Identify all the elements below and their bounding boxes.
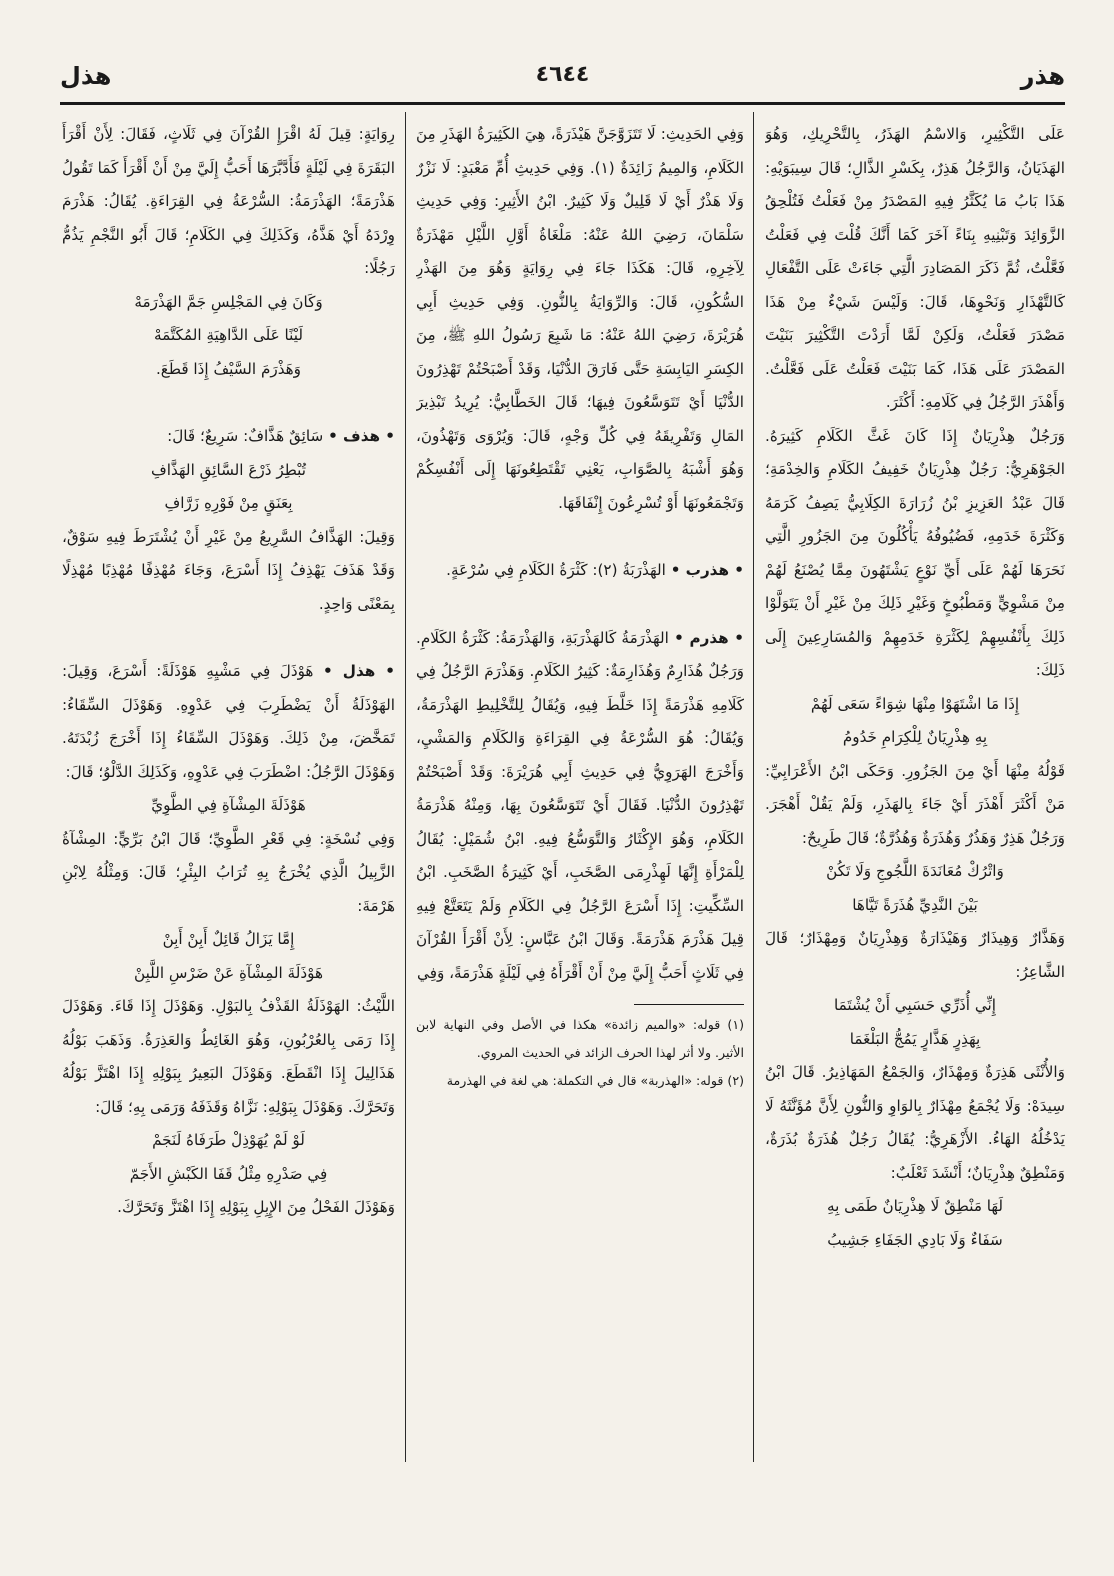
entry-text: هَوْذَلَ فِي مَشْيِهِ هَوْذَلَةً: أَسْرَعَ، وَقِيلَ: الهَوْذَلَةُ أَنْ يَضْطَرِبَ فِي عَدْوِهِ. وَهَوْذَلَ السِّقَاءُ: تَمَخَّضَ، مِنْ ذَلِكَ. وَهَوْذَلَ السِّقَاءُ إِذَا أَخْرَجَ زُبْدَتَهُ. وَهَوْذَلَ الرَّجُلُ: اضْطَرَبَ فِي عَدْوِهِ، وَكَذَلِكَ الدَّلْوُ؛ قَالَ: bbox=[62, 662, 395, 781]
entry-hadhal bbox=[62, 655, 395, 789]
column-middle bbox=[416, 118, 744, 1558]
entry-gap bbox=[62, 621, 395, 655]
entry-headword: • هذل • bbox=[323, 662, 395, 680]
entry-gap bbox=[62, 386, 395, 420]
verse-line: إِنِّي أُذَرِّي حَسَبِي أَنْ يُشْتَمَا bbox=[834, 996, 996, 1014]
entry-gap bbox=[416, 588, 744, 622]
verse-line: لَيْنًا عَلَى الدَّاهِيَةِ المُكَتَّمَهْ bbox=[154, 326, 303, 344]
verse-line: إِمَّا يَزَالُ قَائِلٌ أَبِنْ أَبِنْ bbox=[162, 930, 295, 948]
footnote-rule bbox=[634, 1004, 744, 1005]
verse-line: إِذَا مَا اشْتَهَوْا مِنْهَا شِوَاءً سَعَى لَهُمْ bbox=[810, 694, 1020, 713]
page-header bbox=[60, 62, 1065, 102]
column-left bbox=[62, 118, 395, 1458]
paragraph: عَلَى التَّكْثِيرِ، وَالاسْمُ الهَذَرُ، بِالتَّحْرِيكِ، وَهُوَ الهَذَيَانُ، وَالرَّجُلُ هَذِرٌ، بِكَسْرِ الذَّالِ؛ قَالَ سِيبَوَيْهِ: هَذَا بَابُ مَا يُكَثَّرُ فِيهِ المَصْدَرُ مِنْ فَعَلْتُ فَتُلْحِقُ الزَّوَائِدَ وَتَبْنِيهِ بِنَاءً آخَرَ كَمَا أَنَّكَ قُلْتَ فِي فَعَلْتُ فَعَّلْتُ، ثُمَّ ذَكَرَ المَصَادِرَ الَّتِي جَاءَتْ عَلَى التَّفْعَالِ كَالتَّهْذَارِ وَنَحْوِهَا، قَالَ: وَلَيْسَ شَيْءٌ مِنْ هَذَا مَصْدَرَ فَعَلْتُ، وَلَكِنْ لَمَّا أَرَدْتَ التَّكْثِيرَ بَنَيْتَ المَصْدَرَ عَلَى هَذَا، كَمَا بَنَيْتَ فَعَلْتُ عَلَى فَعَّلْتُ. وَأَهْذَرَ الرَّجُلُ فِي كَلَامِهِ: أَكْثَرَ. bbox=[765, 125, 1065, 411]
entry-hadhaf bbox=[62, 420, 395, 454]
entry-hadhram bbox=[416, 622, 744, 991]
paragraph: وَرَجُلٌ هِذْرِيَانٌ إِذَا كَانَ غَثَّ الكَلَامِ كَثِيرَهُ. الجَوْهَرِيُّ: رَجُلٌ هِذْرِيَانٌ خَفِيفُ الكَلَامِ وَالخِدْمَةِ؛ قَالَ عَبْدُ العَزِيزِ بْنُ زُرَارَةَ الكِلَابِيُّ يَصِفُ كَرَمَهُ وَكَثْرَةَ خَدَمِهِ، فَضُيُوفُهُ يَأْكُلُونَ مِنَ الجَزُورِ الَّتِي نَحَرَهَا لَهُمْ عَلَى أَيِّ نَوْعٍ يَشْتَهُونَ مِمَّا يُصْنَعُ لَهُمْ مِنْ مَشْوِيٍّ وَمَطْبُوخٍ وَغَيْرِ ذَلِكَ مِنْ غَيْرِ أَنْ يَتَوَلَّوْا ذَلِكَ بِأَنْفُسِهِمْ لِكَثْرَةِ خَدَمِهِمْ وَالمُسَارِعِينَ إِلَى ذَلِكَ: bbox=[765, 426, 1065, 679]
verse-line: لَوْ لَمْ يُهَوْذِلْ طَرَفَاهُ لَنَجَمْ bbox=[152, 1131, 305, 1149]
column-divider-right bbox=[753, 112, 754, 1462]
running-head-right: هذر bbox=[1020, 62, 1065, 90]
verse-line: بِهِ هِذْرِيَانٌ لِلْكِرَامِ خَدُومُ bbox=[842, 728, 988, 746]
paragraph: وَفِي نُسْخَةٍ: فِي قَعْرِ الطَّوِيِّ؛ قَالَ ابْنُ بَرِّيٍّ: المِشْآةُ الزَّبِيلُ الَّذِي يُخْرَجُ بِهِ تُرَابُ البِئْرِ؛ قَالَ: وَمِثْلُهُ لِابْنِ هَرْمَةَ: bbox=[62, 829, 395, 915]
verse-line: بِهَذِرٍ هَذَّارٍ يَمُجُّ البَلْغَمَا bbox=[849, 1029, 981, 1048]
verse-line: هَوْذَلَةَ المِشْآةِ فِي الطَّوِيِّ bbox=[151, 796, 306, 814]
verse-line: لَهَا مَنْطِقٌ لَا هِذْرِيَانٌ طَمَى بِهِ bbox=[826, 1197, 1004, 1215]
header-rule bbox=[60, 102, 1065, 105]
paragraph: وَهَوْذَلَ الفَحْلُ مِنَ الإِبِلِ بِبَوْلِهِ إِذَا اهْتَزَّ وَتَحَرَّكَ. bbox=[117, 1198, 395, 1216]
entry-hadhrab bbox=[416, 554, 744, 588]
column-right bbox=[765, 118, 1065, 1558]
column-divider-left bbox=[405, 112, 406, 1462]
entry-text: سَائِقٌ هَذَّافٌ: سَرِيعٌ؛ قَالَ: bbox=[167, 427, 324, 445]
paragraph: رِوَايَةٍ: قِيلَ لَهُ اقْرَإِ القُرْآنَ فِي ثَلَاثٍ، فَقَالَ: لِأَنْ أَقْرَأَ البَقَرَةَ فِي لَيْلَةٍ فَأَدَّبَّرَهَا أَحَبُّ إِلَيَّ مِنْ أَنْ أَقْرَأَ كَمَا تَقُولُ هَذْرَمَةً؛ الهَذْرَمَةُ: السُّرْعَةُ فِي القِرَاءَةِ. يُقَالُ: هَذْرَمَ وِرْدَهُ أَيْ هَذَّهُ، وَكَذَلِكَ فِي الكَلَامِ؛ قَالَ أَبُو النَّجْمِ يَذُمُّ رَجُلًا: bbox=[62, 125, 395, 277]
entry-headword: • هذف • bbox=[328, 427, 395, 445]
verse-line: وَاتْرُكْ مُعَانَدَةَ اللَّجُوجِ وَلَا تَكُنْ bbox=[826, 862, 1004, 880]
verse-line: تُبْطِرُ ذَرْعَ السَّائِقِ الهَذَّافِ bbox=[151, 460, 306, 479]
page-number: ٤٦٤٤ bbox=[535, 62, 590, 87]
verse-line: سَفَاءٌ وَلَا بَادِي الجَفَاءِ جَشِيبُ bbox=[827, 1230, 1003, 1249]
verse-line: وَكَانَ فِي المَجْلِسِ جَمَّ الهَذْرَمَهْ bbox=[134, 292, 323, 311]
verse-line: بَيْنَ النَّدِيِّ هُذَرَةً تَيَّاهَا bbox=[852, 895, 978, 914]
paragraph: اللَّيْثُ: الهَوْذَلَةُ القَذْفُ بِالبَوْلِ. وَهَوْذَلَ إِذَا قَاءَ. وَهَوْذَلَ إِذَا رَمَى بِالعُرْبُونِ، وَهُوَ الغَائِطُ وَالعَذِرَةُ. وَذَهَبَ بَوْلُهُ هَذَالِيلَ إِذَا انْقَطَعَ. وَهَوْذَلَ البَعِيرُ بِبَوْلِهِ إِذَا اهْتَزَّ بَوْلُهُ وَتَحَرَّكَ. وَهَوْذَلَ بِبَوْلِهِ: نَزَّاهُ وَقَذَفَهُ وَرَمَى بِهِ؛ قَالَ: bbox=[62, 997, 395, 1116]
paragraph: وَفِي الحَدِيثِ: لَا تَتَزَوَّجَنَّ هَيْذَرَةً، هِيَ الكَثِيرَةُ الهَذَرِ مِنَ الكَلَامِ، وَالمِيمُ زَائِدَةٌ (١). وَفِي حَدِيثِ أُمِّ مَعْبَدٍ: لَا نَزْرٌ وَلَا هَذْرٌ أَيْ لَا قَلِيلٌ وَلَا كَثِيرٌ. ابْنُ الأَثِيرِ: وَفِي حَدِيثِ سَلْمَانَ، رَضِيَ اللهُ عَنْهُ: مَلْغَاةُ أَوَّلِ اللَّيْلِ مَهْذَرَةٌ لِآخِرِهِ، قَالَ: هَكَذَا جَاءَ فِي رِوَايَةٍ وَهُوَ مِنَ الهَذْرِ السُّكُونِ، قَالَ: وَالرِّوَايَةُ بِالنُّونِ. وَفِي حَدِيثِ أَبِي هُرَيْرَةَ، رَضِيَ اللهُ عَنْهُ: مَا شَبِعَ رَسُولُ اللهِ ﷺ، مِنَ الكِسَرِ اليَابِسَةِ حَتَّى فَارَقَ الدُّنْيَا، وَقَدْ أَصْبَحْتُمْ تَهْذِرُونَ الدُّنْيَا أَيْ تَتَوَسَّعُونَ فِيهَا؛ قَالَ الخَطَّابِيُّ: يُرِيدُ تَبْذِيرَ المَالِ وَتَفْرِيقَهُ فِي كُلِّ وَجْهٍ، قَالَ: وَيُرْوَى وَتَهْذُونَ، وَهُوَ أَشْبَهُ بِالصَّوَابِ، يَعْنِي تَقْتَطِعُونَهَا إِلَى أَنْفُسِكُمْ وَتَجْمَعُونَهَا أَوْ تُسْرِعُونَ إِنْفَاقَهَا. bbox=[416, 125, 744, 512]
verse-line: فِي صَدْرِهِ مِثْلُ قَفَا الكَبْشِ الأَجَمّ bbox=[129, 1164, 328, 1183]
paragraph: وَالأُنْثَى هَذِرَةٌ وَمِهْذَارٌ، وَالجَمْعُ المَهَاذِيرُ. قَالَ ابْنُ سِيدَهْ: وَلَا يُجْمَعُ مِهْذَارٌ بِالوَاوِ وَالنُّونِ لِأَنَّ مُؤَنَّثَهُ لَا يَدْخُلُهُ الهَاءُ. الأَزْهَرِيُّ: يُقَالُ رَجُلٌ هُذَرَةٌ بُذَرَةٌ، وَمَنْطِقٌ هِذْرِيَانٌ؛ أَنْشَدَ ثَعْلَبٌ: bbox=[765, 1063, 1065, 1182]
entry-headword: • هذرم • bbox=[674, 628, 744, 647]
entry-text: الهَذْرَمَةُ كَالهَذْرَبَةِ، وَالهَذْرَمَةُ: كَثْرَةُ الكَلَامِ. وَرَجُلٌ هُذَارِمٌ وَهُذَارِمَةٌ: كَثِيرُ الكَلَامِ. وَهَذْرَمَ الرَّجُلُ فِي كَلَامِهِ هَذْرَمَةً إِذَا خَلَّطَ فِيهِ، وَيُقَالُ لِلتَّخْلِيطِ الهَذْرَمَةُ، وَيُقَالُ: هُوَ السُّرْعَةُ فِي القِرَاءَةِ وَالكَلَامِ وَالمَشْيِ، وَأَخْرَجَ الهَرَوِيُّ فِي حَدِيثِ أَبِي هُرَيْرَةَ: وَقَدْ أَصْبَحْتُمْ تَهْذِرُونَ الدُّنْيَا. فَقَالَ أَيْ تَتَوَسَّعُونَ بِهَا، وَمِنْهُ هَذْرَمَةُ الكَلَامِ، وَهُوَ الإِكْثَارُ وَالتَّوَسُّعُ فِيهِ. ابْنُ شُمَيْلٍ: يُقَالُ لِلْمَرْأَةِ إِنَّهَا لَهِذْرِمَى الصَّخَبِ، أَيْ كَثِيرَةُ الصَّخَبِ. ابْنُ السِّكِّيتِ: إِذَا أَسْرَعَ الرَّجُلُ فِي الكَلَامِ وَلَمْ يَتَعَتَّعْ فِيهِ قِيلَ هَذْرَمَ هَذْرَمَةً. وَقَالَ ابْنُ عَبَّاسٍ: لِأَنْ أَقْرَأَ القُرْآنَ فِي ثَلَاثٍ أَحَبُّ إِلَيَّ مِنْ أَنْ أَقْرَأَهُ فِي لَيْلَةٍ هَذْرَمَةً، وَفِي bbox=[416, 628, 744, 982]
footnote: (١) قوله: «والميم زائدة» هكذا في الأصل وفي النهاية لابن الأثير. ولا أثر لهذا الحرف الزائد في الحديث المروي. bbox=[416, 1017, 744, 1060]
entry-gap bbox=[416, 520, 744, 554]
verse-line: وَهَذْرَمَ السَّيْفُ إِذَا قَطَعَ. bbox=[155, 359, 302, 378]
entry-headword: • هذرب • bbox=[670, 561, 744, 579]
entry-text: الهَذْرَبَةُ (٢): كَثْرَةُ الكَلَامِ فِي سُرْعَةٍ. bbox=[446, 561, 666, 579]
verse-line: هَوْذَلَةَ المِشْآةِ عَنْ ضَرْسِ اللَّبِنْ bbox=[134, 963, 323, 982]
paragraph: قَوْلُهُ مِنْهَا أَيْ مِنَ الجَزُورِ. وَحَكَى ابْنُ الأَعْرَابِيِّ: مَنْ أَكْثَرَ أَهْذَرَ أَيْ جَاءَ بِالهَذَرِ، وَلَمْ يَقُلْ أَهْجَرَ. وَرَجُلٌ هَذِرٌ وَهَذُرٌ وَهُذَرَةٌ وَهُذُرَّةٌ؛ قَالَ طَرِيحٌ: bbox=[765, 761, 1065, 847]
footnote: (٢) قوله: «الهذربة» قال في التكملة: هي لغة في الهذرمة bbox=[446, 1073, 744, 1088]
running-head-left: هذل bbox=[60, 62, 112, 90]
paragraph: وَهَذَّارٌ وَهِيذَارٌ وَهَيْذَارَةٌ وَهِذْرِيَانٌ وَمِهْذَارٌ؛ قَالَ الشَّاعِرُ: bbox=[765, 929, 1065, 981]
paragraph: وَقِيلَ: الهَذَّافُ السَّرِيعُ مِنْ غَيْرِ أَنْ يُشْتَرَطَ فِيهِ سَوْقٌ، وَقَدْ هَذَفَ يَهْذِفُ إِذَا أَسْرَعَ، وَجَاءَ مُهْذِفًا مُهْذِبًا مُهْذِلًا بِمَعْنًى وَاحِدٍ. bbox=[62, 527, 395, 613]
verse-line: بِعَنَقٍ مِنْ فَوْرِهِ زَرَّافِ bbox=[164, 494, 293, 512]
